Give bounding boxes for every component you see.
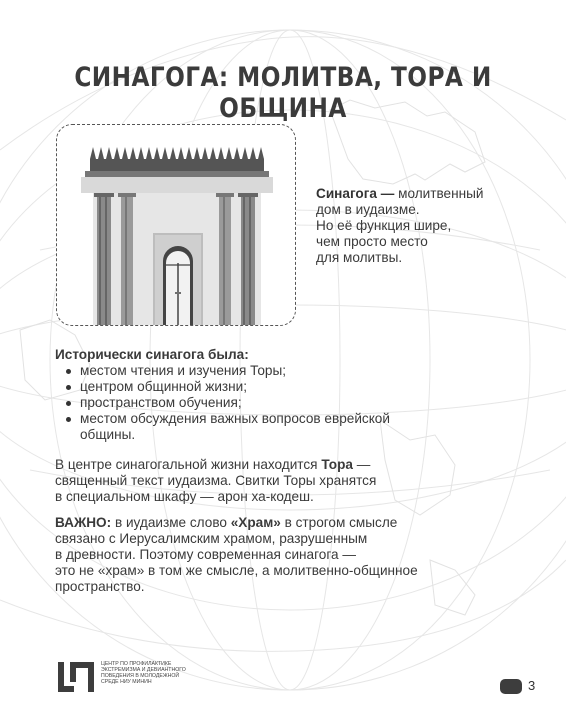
list-item: пространством обучения; xyxy=(55,395,525,411)
important-label: ВАЖНО: xyxy=(55,515,112,530)
intro-line: Но её функция шире, xyxy=(316,218,452,233)
torah-line: священный текст иудаизма. Свитки Торы хранятся xyxy=(55,473,377,488)
torah-paragraph: В центре синагогальной жизни находится Тора — священный текст иудаизма. Свитки Торы хранятся в специальном шкафу — арон ха-кодеш. xyxy=(55,457,525,505)
page-badge xyxy=(500,679,522,694)
list-item: местом обсуждения важных вопросов еврейской общины. xyxy=(55,411,525,443)
torah-term: Тора xyxy=(321,457,353,472)
synagogue-building-icon xyxy=(57,125,295,325)
list-item: центром общинной жизни; xyxy=(55,379,525,395)
important-line: в древности. Поэтому современная синагога — xyxy=(55,547,356,562)
intro-line: для молитвы. xyxy=(316,250,403,265)
history-list xyxy=(55,363,525,443)
important-line: связано с Иерусалимским храмом, разрушенным xyxy=(55,531,368,546)
important-line: пространство. xyxy=(55,579,145,594)
arched-door-icon xyxy=(163,246,193,325)
intro-line: чем просто место xyxy=(316,234,428,249)
history-heading: Исторически синагога была: xyxy=(55,347,249,362)
intro-line: дом в иудаизме. xyxy=(316,202,420,217)
center-logo-icon xyxy=(56,660,96,694)
important-paragraph: ВАЖНО: в иудаизме слово «Храм» в строгом смысле связано с Иерусалимским храмом, разрушенным в древности. Поэтому современная синагога — это не «храм» в том же смысле, а молитвенно-общинное пространство. xyxy=(55,515,525,595)
history-section xyxy=(55,347,525,443)
list-item-continued: общины. xyxy=(80,427,136,442)
intro-line: молитвенный xyxy=(394,186,484,201)
illustration-frame xyxy=(56,124,296,326)
page-title: СИНАГОГА: МОЛИТВА, ТОРА И ОБЩИНА xyxy=(74,62,492,124)
temple-word: «Храм» xyxy=(230,515,281,530)
organization-name: ЦЕНТР ПО ПРОФИЛАКТИКЕ ЭКСТРЕМИЗМА И ДЕВИАНТНОГО ПОВЕДЕНИЯ В МОЛОДЕЖНОЙ СРЕДЕ НИУ МИНИН xyxy=(101,661,186,685)
important-line: это не «храм» в том же смысле, а молитвенно-общинное xyxy=(55,563,418,578)
torah-line: в специальном шкафу — арон ха-кодеш. xyxy=(55,489,314,504)
intro-term: Синагога — xyxy=(316,186,395,201)
page-number: 3 xyxy=(528,678,536,693)
list-item: местом чтения и изучения Торы; xyxy=(55,363,525,379)
intro-paragraph xyxy=(316,186,516,266)
